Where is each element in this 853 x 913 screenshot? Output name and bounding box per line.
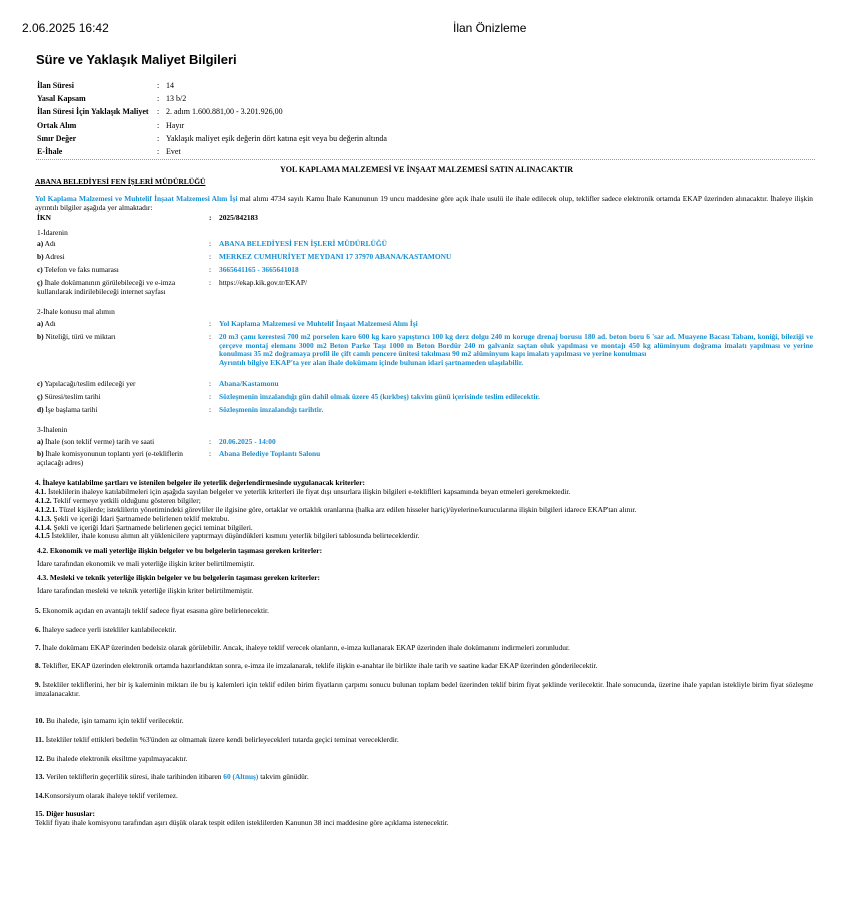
item-paragraph: 7. İhale dokümanı EKAP üzerinden bedelsiz olarak görülebilir. Ancak, ihaleye teklif verecek olanların, e-imza kullanarak EKAP üzerinden ihale dokümanını indirmeleri zorunludur.: [35, 643, 570, 652]
subsection-text: İdare tarafından mesleki ve teknik yeterliğe ilişkin kriter belirtilmemiştir.: [37, 586, 254, 595]
item-paragraph: 10. Bu ihalede, işin tamamı için teklif verilecektir.: [35, 716, 184, 725]
ekap-url[interactable]: https://ekap.kik.gov.tr/EKAP/: [219, 278, 307, 287]
field-row: a) Adı : Yol Kaplama Malzemesi ve Muhtelif İnşaat Malzemesi Alım İşi: [37, 319, 418, 328]
item-paragraph: 11. İstekliler teklif ettikleri bedelin %3'ünden az olmamak üzere kendi belirleyecekleri tutarda geçici teminat vereceklerdir.: [35, 735, 399, 744]
subsection-text: İdare tarafından ekonomik ve mali yeterliğe ilişkin kriter belirtilmemiştir.: [37, 559, 255, 568]
summary-row: Sınır Değer : Yaklaşık maliyet eşik değerin dört katına eşit veya bu değerin altında: [37, 133, 387, 143]
field-row: d) İşe başlama tarihi : Sözleşmenin imzalandığı tarihtir.: [37, 405, 324, 414]
summary-row: İlan Süresi İçin Yaklaşık Maliyet : 2. adım 1.600.881,00 - 3.201.926,00: [37, 107, 283, 117]
item-paragraph: 12. Bu ihalede elektronik eksiltme yapılmayacaktır.: [35, 754, 188, 763]
field-row: c) Telefon ve faks numarası : 3665641165 - 3665641018: [37, 265, 299, 274]
item15-title: 15. Diğer hususlar:: [35, 809, 96, 818]
page-title: Süre ve Yaklaşık Maliyet Bilgileri: [36, 52, 237, 67]
item-paragraph: 14.Konsorsiyum olarak ihaleye teklif verilemez.: [35, 791, 178, 800]
item-name-link: Yol Kaplama Malzemesi ve Muhtelif İnşaat Malzemesi Alım İşi: [35, 194, 238, 203]
ikn-row: İKN : 2025/842183: [37, 213, 259, 222]
item-paragraph: 8. Teklifler, EKAP üzerinden elektronik ortamda hazırlandıktan sonra, e-imza ile imzalanarak, teklife ilişkin e-anahtar ile birlikte ihale tarih ve saatine kadar EKAP üzerinden gönderilecektir.: [35, 661, 598, 670]
item-paragraph: 9. İstekliler tekliflerini, her bir iş kaleminin miktarı ile bu iş kalemleri için teklif edilen birim fiyatların çarpımı sonucu bulunan toplam bedel üzerinden teklif birim fiyat şeklinde verilecektir. İhale sonucunda, üzerine ihale yapılan istekliyle birim fiyat sözleşme imzalanacaktır.: [35, 680, 813, 698]
item15-text: Teklif fiyatı ihale komisyonu tarafından aşırı düşük olarak tespit edilen isteklilerden Kanunun 38 inci maddesine göre açıklama istenecektir.: [35, 818, 449, 827]
section-title: 1-İdarenin: [37, 228, 68, 237]
issuer-name: ABANA BELEDİYESİ FEN İŞLERİ MÜDÜRLÜĞÜ: [35, 177, 206, 186]
item-paragraph: 6. İhaleye sadece yerli istekliler katılabilecektir.: [35, 625, 177, 634]
subsection-title: 4.2. Ekonomik ve mali yeterliğe ilişkin belgeler ve bu belgelerin taşıması gereken kriterler:: [37, 546, 323, 555]
summary-table: [37, 79, 387, 158]
item-paragraph: 5. Ekonomik açıdan en avantajlı teklif sadece fiyat esasına göre belirlenecektir.: [35, 606, 269, 615]
summary-row: E-İhale : Evet: [37, 146, 181, 156]
field-row: ç) İhale dokümanının görülebileceği ve e-imza kullanılarak indirilebileceği internet sayfası : https://ekap.kik.gov.tr/EKAP/: [37, 279, 813, 296]
summary-row: İlan Süresi : 14: [37, 81, 174, 90]
summary-row: Ortak Alım : Hayır: [37, 120, 185, 130]
field-row: a) İhale (son teklif verme) tarih ve saati : 20.06.2025 - 14:00: [37, 437, 276, 446]
field-row: c) Yapılacağı/teslim edileceği yer : Abana/Kastamonu: [37, 379, 279, 388]
announcement-title: YOL KAPLAMA MALZEMESİ VE İNŞAAT MALZEMESİ SATIN ALINACAKTIR: [279, 165, 573, 174]
field-row: b) Adresi : MERKEZ CUMHURİYET MEYDANI 17 37970 ABANA/KASTAMONU: [37, 252, 452, 261]
section4-block: 4. İhaleye katılabilme şartları ve istenilen belgeler ile yeterlik değerlendirmesinde uygulanacak kriterler: 4.1. İsteklilerin ihaleye katılabilmeleri için aşağıda sayılan belgeler ve yeterlik kriterleri ile fiyat dışı unsurlara ilişkin bilgileri e-tekliflleri kapsamında beyan etmeleri gerekmektedir. 4.1.2. Teklif vermeye yetkili olduğunu gösteren bilgiler; 4.1.2.1. Tüzel kişilerde; isteklilerin yönetimindeki görevliler ile ilgisine göre, ortaklar ve ortaklık oranlarına (halka arz edilen hisseler hariç)/üyelerine/kurucularına ilişkin bilgileri idarece EKAP'tan alınır. 4.1.3. Şekli ve içeriği İdari Şartnamede belirlenen teklif mektubu. 4.1.4. Şekli ve içeriği İdari Şartnamede belirlenen geçici teminat bilgileri. 4.1.5 İstekliler, ihale konusu alımın alt yüklenicilere yaptırmayı düşündükleri kısmını yeterlik bilgileri tablosunda belirteceklerdir.: [35, 478, 637, 541]
field-row: b) Niteliği, türü ve miktarı : 20 m3 çamı kerestesi 700 m2 porselen karo 600 kg karo yapıştırıcı 100 kg derz dolgu 240 m koruge drenaj borusu 180 ad. beton boru 6 'sar ad. Muayene Bacası Tabanı, koniği, bileziği ve çerçeve montaj elemanı 3000 m2 Beton Parke Taşı 1000 m Beton Bordür 240 m galvaniz saçtan oluk yapılması ve montajı 450 kg alüminyum doğrama imalatı yapılması ve yerine konulması 35 m2 doğramaya profil ile çift camlı pencere ünitesi takılması 90 m2 alüminyum kapı imalatı yapılması ve yerine konulması Ayrıntılı bilgiye EKAP'ta yer alan ihale dokümanı içinde bulunan idari şartnameden ulaşılabilir.: [37, 332, 813, 367]
section-title: 3-İhalenin: [37, 425, 68, 434]
field-row: ç) Süresi/teslim tarihi : Sözleşmenin imzalandığı gün dahil olmak üzere 45 (kırkbeş) takvim günü içerisinde teslim edilecektir.: [37, 392, 540, 401]
intro-paragraph: Yol Kaplama Malzemesi ve Muhtelif İnşaat Malzemesi Alım İşi mal alımı 4734 sayılı Kamu İhale Kanununun 19 uncu maddesine göre açık ihale usulü ile ihale edilecek olup, teklifler sadece elektronik ortamda EKAP üzerinden alınacaktır. İhaleye ilişkin ayrıntılı bilgiler aşağıda yer almaktadır:: [35, 194, 813, 212]
item-paragraph: 13. Verilen tekliflerin geçerlilik süresi, ihale tarihinden itibaren 60 (Altmış) takvim günüdür.: [35, 772, 309, 781]
section-title: 2-İhale konusu mal alımın: [37, 307, 115, 316]
subsection-title: 4.3. Mesleki ve teknik yeterliğe ilişkin belgeler ve bu belgelerin taşıması gereken kriterler:: [37, 573, 320, 582]
summary-row: Yasal Kapsam : 13 b/2: [37, 94, 187, 104]
print-datetime: 2.06.2025 16:42: [22, 21, 109, 35]
divider: [36, 159, 815, 160]
print-page-title: İlan Önizleme: [453, 21, 527, 35]
field-row: a) Adı : ABANA BELEDİYESİ FEN İŞLERİ MÜDÜRLÜĞÜ: [37, 239, 387, 248]
field-row: b) İhale komisyonunun toplantı yeri (e-tekliflerin açılacağı adres) : Abana Belediye Toplantı Salonu: [37, 449, 321, 467]
